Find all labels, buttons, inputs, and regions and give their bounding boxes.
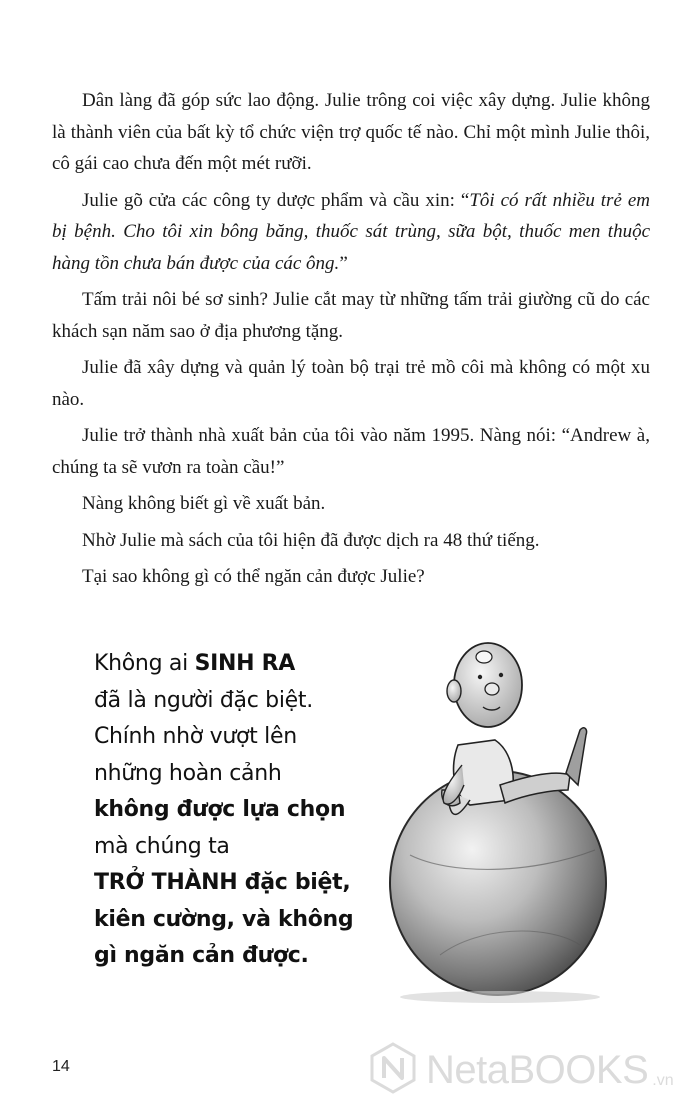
paragraph-2-lead: Julie gõ cửa các công ty dược phẩm và cầu xin: “: [82, 189, 470, 211]
paragraph-4: Julie đã xây dựng và quản lý toàn bộ trại trẻ mồ côi mà không có một xu nào.: [52, 357, 650, 410]
page-number: 14: [52, 1058, 70, 1075]
watermark-tld: .vn: [652, 1072, 674, 1089]
paragraph-7: Nhờ Julie mà sách của tôi hiện đã được dịch ra 48 thứ tiếng.: [82, 529, 540, 551]
paragraph-2-close: ”: [339, 252, 348, 274]
paragraph-1: Dân làng đã góp sức lao động. Julie trông coi việc xây dựng. Julie không là thành viên của bất kỳ tổ chức viện trợ quốc tế nào. Chỉ một mình Julie thôi, cô gái cao chưa đến một mét rưỡi.: [52, 90, 650, 174]
quote-line-6: mà chúng ta: [94, 833, 230, 859]
paragraph-3: Tấm trải nôi bé sơ sinh? Julie cắt may từ những tấm trải giường cũ do các khách sạn năm sao ở địa phương tặng.: [52, 289, 650, 342]
quote-line-5: không được lựa chọn: [94, 797, 346, 822]
quote-line-1: Không ai SINH RA: [94, 651, 296, 676]
paragraph-2-quote: Tôi có rất nhiều trẻ em bị bệnh. Cho tôi xin bông băng, thuốc sát trùng, sữa bột, thuốc men thuộc hàng tồn chưa bán được của các ông.: [52, 189, 650, 274]
handwritten-quote: [94, 646, 364, 975]
quote-line-7: TRỞ THÀNH đặc biệt,: [94, 870, 351, 895]
boy-on-ball-illustration: [380, 625, 640, 1005]
quote-line-8: kiên cường, và không: [94, 906, 354, 932]
paragraph-5: Julie trở thành nhà xuất bản của tôi vào năm 1995. Nàng nói: “Andrew à, chúng ta sẽ vươn ra toàn cầu!”: [52, 425, 650, 478]
netabooks-logo-icon: [370, 1042, 416, 1099]
paragraph-6: Nàng không biết gì về xuất bản.: [82, 493, 326, 514]
watermark-name: NetaBOOKS: [426, 1047, 649, 1092]
quote-line-9: gì ngăn cản được.: [94, 943, 309, 968]
quote-emphasis-sinh-ra: SINH RA: [194, 651, 296, 676]
paragraph-2: [52, 185, 650, 280]
body-text: [52, 85, 650, 598]
quote-line-2: đã là người đặc biệt.: [94, 687, 313, 713]
paragraph-8: Tại sao không gì có thể ngăn cản được Julie?: [82, 566, 425, 587]
quote-line-3: Chính nhờ vượt lên: [94, 724, 297, 749]
quote-line-4: những hoàn cảnh: [94, 760, 282, 786]
quote-emphasis-tro-thanh: TRỞ THÀNH: [94, 870, 238, 895]
watermark: [370, 1040, 690, 1100]
